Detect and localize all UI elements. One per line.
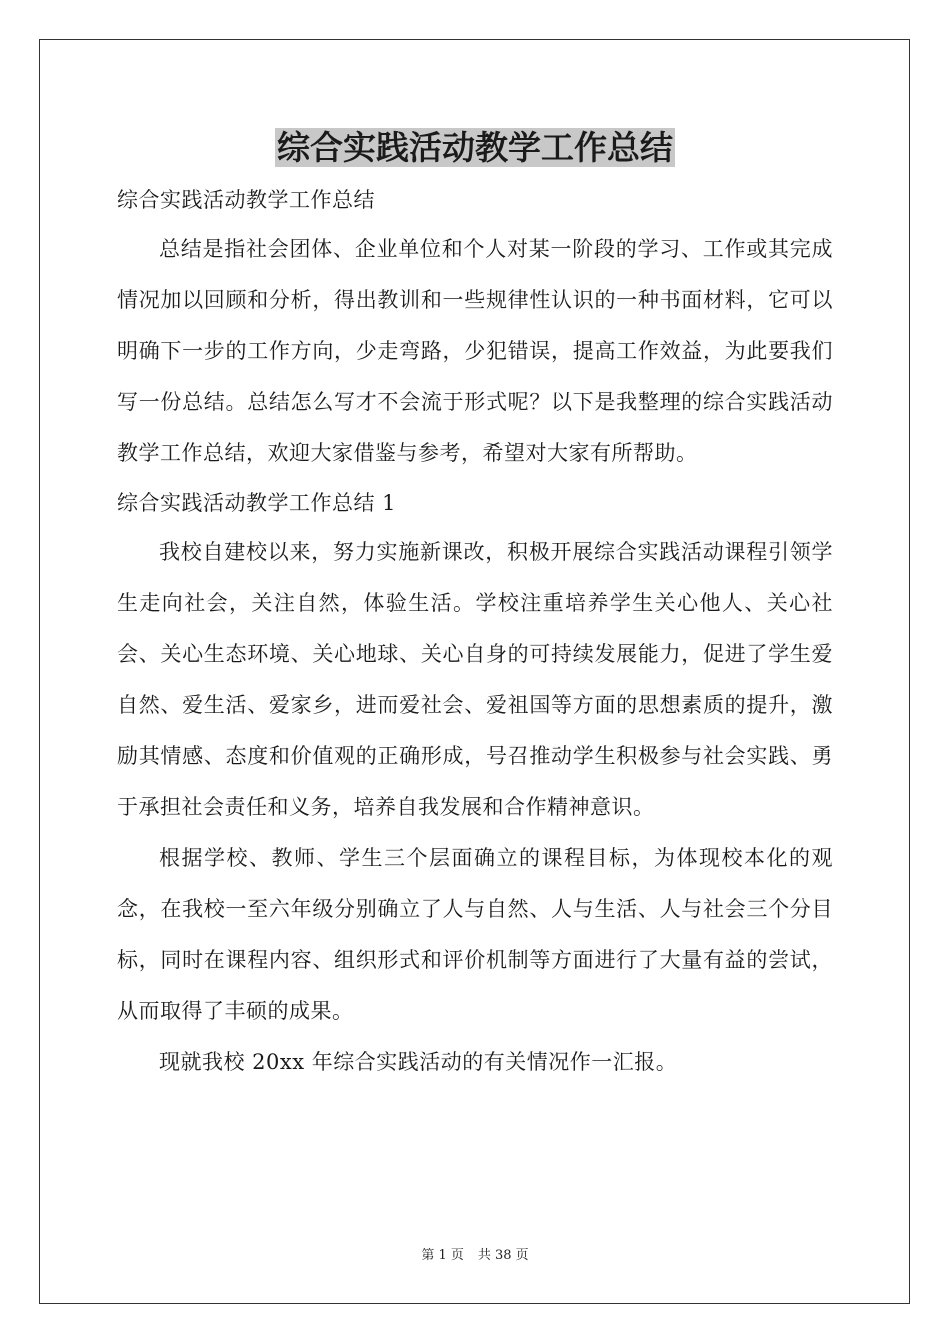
document-subtitle: 综合实践活动教学工作总结: [117, 188, 375, 212]
document-title: [0, 124, 950, 172]
page-total: 共 38 页: [477, 1248, 529, 1263]
page-number: 第 1 页: [421, 1248, 464, 1263]
body-paragraph-1: 我校自建校以来，努力实施新课改，积极开展综合实践活动课程引领学生走向社会，关注自然，体验生活。学校注重培养学生关心他人、关心社会、关心生态环境、关心地球、关心自身的可持续发展能力，促进了学生爱自然、爱生活、爱家乡，进而爱社会、爱祖国等方面的思想素质的提升，激励其情感、态度和价值观的正确形成，号召推动学生积极参与社会实践、勇于承担社会责任和义务，培养自我发展和合作精神意识。: [117, 540, 833, 819]
body-paragraph-2: 根据学校、教师、学生三个层面确立的课程目标，为体现校本化的观念，在我校一至六年级分别确立了人与自然、人与生活、人与社会三个分目标，同时在课程内容、组织形式和评价机制等方面进行了大量有益的尝试，从而取得了丰硕的成果。: [117, 846, 833, 1023]
document-title-text: 综合实践活动教学工作总结: [277, 128, 673, 167]
document-body: [117, 176, 833, 1088]
section-heading: 综合实践活动教学工作总结 1: [117, 491, 397, 515]
intro-paragraph: 总结是指社会团体、企业单位和个人对某一阶段的学习、工作或其完成情况加以回顾和分析，得出教训和一些规律性认识的一种书面材料，它可以明确下一步的工作方向，少走弯路，少犯错误，提高工作效益，为此要我们写一份总结。总结怎么写才不会流于形式呢？以下是我整理的综合实践活动教学工作总结，欢迎大家借鉴与参考，希望对大家有所帮助。: [117, 237, 833, 465]
body-paragraph-3: 现就我校 20xx 年综合实践活动的有关情况作一汇报。: [159, 1050, 678, 1074]
page-footer: [0, 1247, 950, 1265]
